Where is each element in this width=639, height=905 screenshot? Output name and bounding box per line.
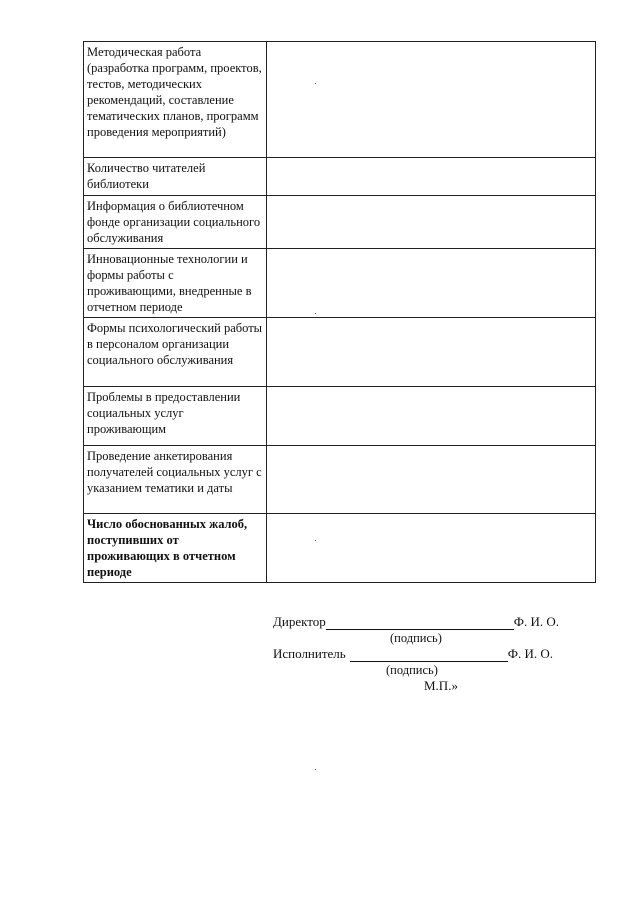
- signature-block: [273, 614, 593, 694]
- row-label: Информация о библиотечном фонде организации социального обслуживания: [84, 196, 267, 249]
- table-row: [84, 387, 596, 446]
- row-value[interactable]: [267, 196, 596, 249]
- executor-label: Исполнитель: [273, 646, 346, 661]
- row-label: Число обоснованных жалоб, поступивших от проживающих в отчетном периоде: [84, 514, 267, 583]
- executor-signature-line: [273, 646, 593, 662]
- director-label: Директор: [273, 614, 326, 629]
- executor-signature-field[interactable]: [350, 647, 508, 662]
- table-row: [84, 318, 596, 387]
- row-label: Формы психологический работы в персоналом организации социального обслуживания: [84, 318, 267, 387]
- row-value[interactable]: [267, 158, 596, 196]
- row-value[interactable]: [267, 42, 596, 158]
- executor-fio: Ф. И. О.: [507, 646, 554, 661]
- director-signature-field[interactable]: [326, 615, 514, 630]
- table-row: [84, 249, 596, 318]
- row-label: Проблемы в предоставлении социальных услуг проживающим: [84, 387, 267, 446]
- row-value[interactable]: [267, 514, 596, 583]
- row-label: Количество читателей библиотеки: [84, 158, 267, 196]
- row-value[interactable]: [267, 387, 596, 446]
- scan-speck: [315, 313, 316, 314]
- row-label: Инновационные технологии и формы работы с проживающими, внедренные в отчетном периоде: [84, 249, 267, 318]
- row-value[interactable]: [267, 446, 596, 514]
- table-row: [84, 158, 596, 196]
- row-value[interactable]: [267, 318, 596, 387]
- scan-speck: [315, 83, 316, 84]
- row-label: Проведение анкетирования получателей социальных услуг с указанием тематики и даты: [84, 446, 267, 514]
- scan-speck: [315, 769, 316, 770]
- director-signature-line: [273, 614, 593, 630]
- director-signature-caption: (подпись): [390, 631, 442, 645]
- table-row: [84, 514, 596, 583]
- table-row: [84, 196, 596, 249]
- report-table: [83, 41, 596, 583]
- row-value[interactable]: [267, 249, 596, 318]
- table-row: [84, 446, 596, 514]
- scan-speck: [315, 540, 316, 541]
- table-row: [84, 42, 596, 158]
- director-fio: Ф. И. О.: [513, 614, 560, 629]
- executor-signature-caption: (подпись): [386, 663, 438, 677]
- row-label: Методическая работа (разработка программ, проектов, тестов, методических рекомендаций, составление тематических планов, программ проведения мероприятий): [84, 42, 267, 158]
- stamp-place: М.П.»: [424, 678, 458, 693]
